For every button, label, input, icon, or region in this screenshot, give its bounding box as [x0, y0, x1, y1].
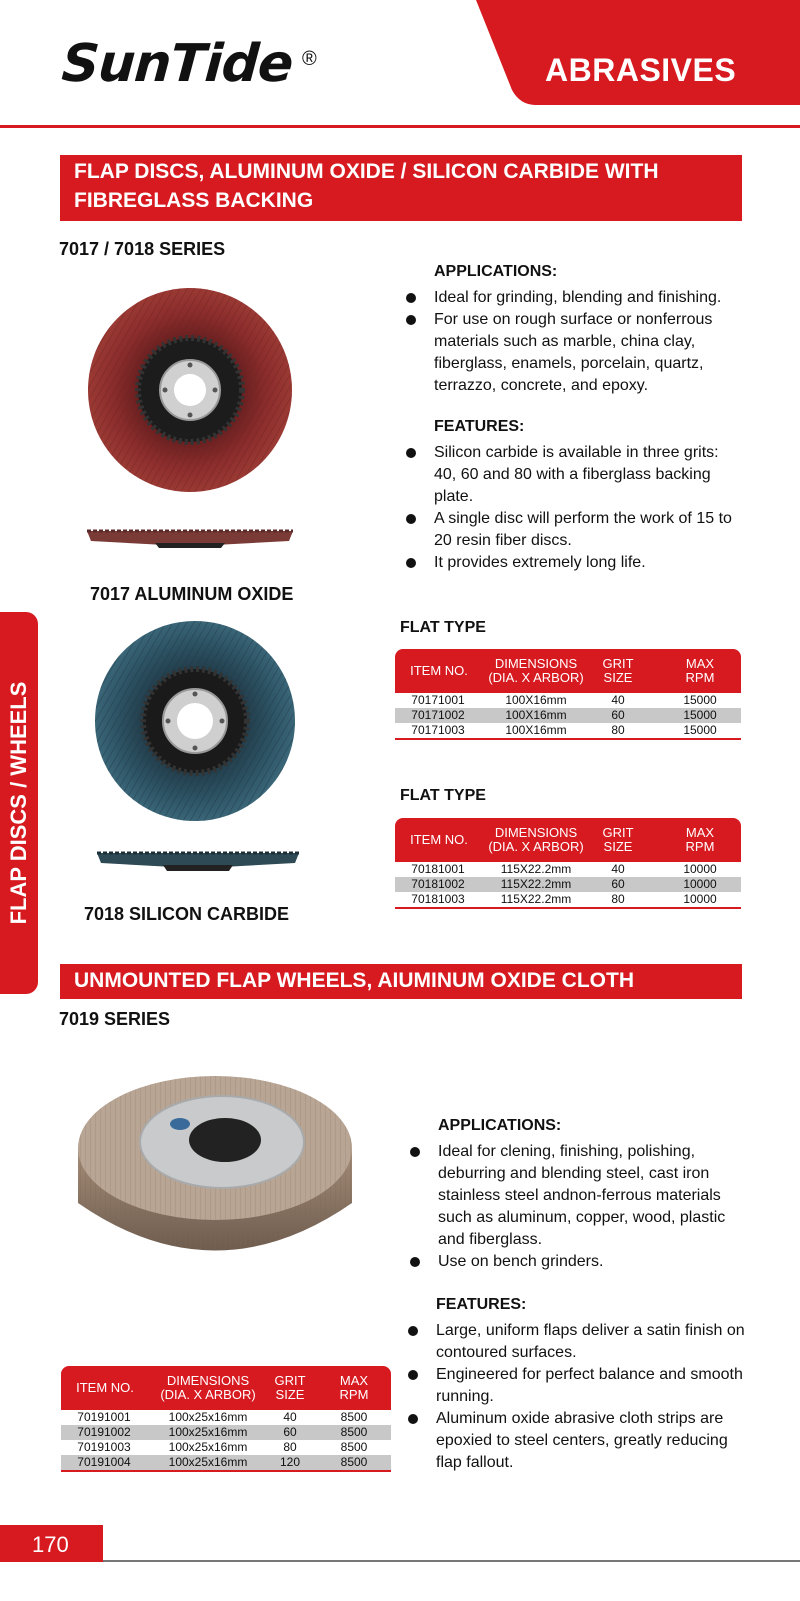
flap-disc-7018-image: [92, 618, 298, 824]
header-rpm: MAX RPM: [685, 656, 715, 685]
list-item: It provides extremely long life.: [404, 552, 744, 574]
table-row: 70171003 100X16mm 80 15000: [411, 723, 717, 737]
spec-table-7019: [61, 1366, 391, 1472]
flap-disc-7017-image: [85, 285, 295, 495]
header-dimensions: DIMENSIONS (DIA. X ARBOR): [160, 1373, 256, 1402]
list-item: Aluminum oxide abrasive cloth strips are epoxied to steel centers, greatly reducing flap fallout.: [406, 1408, 756, 1474]
header-item: ITEM NO.: [76, 1380, 134, 1395]
header-item: ITEM NO.: [410, 663, 468, 678]
section1-title-line2: FIBREGLASS BACKING: [74, 189, 314, 212]
registered-mark: ®: [302, 48, 317, 70]
list-item: Silicon carbide is available in three grits: 40, 60 and 80 with a fiberglass backing plate.: [404, 442, 744, 508]
section2-title-banner: UNMOUNTED FLAP WHEELS, AIUMINUM OXIDE CLOTH: [60, 964, 742, 999]
section1-applications-list: [404, 287, 754, 397]
flap-disc-7018-side-image: [95, 845, 301, 873]
section1-features-list: [404, 442, 744, 574]
table-row: 70191003 100x25x16mm 80 8500: [77, 1440, 368, 1454]
section1-features-heading: FEATURES:: [434, 418, 525, 435]
header-grit: GRIT SIZE: [274, 1373, 306, 1402]
table-row: 70181001 115X22.2mm 40 10000: [411, 862, 717, 876]
list-item: Large, uniform flaps deliver a satin finish on contoured surfaces.: [406, 1320, 756, 1364]
table-row: 70181002 115X22.2mm 60 10000: [395, 877, 741, 892]
brand-logo: SunTide: [59, 34, 295, 94]
flap-wheel-7019-image: [70, 1068, 360, 1278]
list-item: Use on bench grinders.: [408, 1251, 753, 1273]
header-rpm: MAX RPM: [685, 825, 715, 854]
header-dimensions: DIMENSIONS (DIA. X ARBOR): [488, 825, 584, 854]
table-row: 70171001 100X16mm 40 15000: [411, 693, 717, 707]
header-grit: GRIT SIZE: [602, 825, 634, 854]
section2-applications-heading: APPLICATIONS:: [438, 1117, 562, 1134]
header-rpm: MAX RPM: [339, 1373, 369, 1402]
table1-title: FLAT TYPE: [400, 619, 486, 636]
category-title: ABRASIVES: [545, 52, 737, 88]
flap-disc-7017-side-image: [85, 523, 295, 549]
list-item: A single disc will perform the work of 15 to 20 resin fiber discs.: [404, 508, 744, 552]
table-footer-rule: [395, 907, 741, 909]
table-row: 70191004 100x25x16mm 120 8500: [61, 1455, 391, 1470]
caption-7017: 7017 ALUMINUM OXIDE: [90, 584, 294, 604]
section1-applications-heading: APPLICATIONS:: [434, 263, 558, 280]
header-item: ITEM NO.: [410, 832, 468, 847]
table-row: 70181003 115X22.2mm 80 10000: [411, 892, 717, 906]
table2-title: FLAT TYPE: [400, 787, 486, 804]
table-footer-rule: [61, 1470, 391, 1472]
table-row: 70171002 100X16mm 60 15000: [395, 708, 741, 723]
section1-title-line1: FLAP DISCS, ALUMINUM OXIDE / SILICON CARBIDE WITH: [74, 160, 659, 183]
section2-applications-list: [408, 1141, 753, 1273]
section2-features-list: [406, 1320, 756, 1474]
side-category-label: FLAP DISCS / WHEELS: [6, 681, 31, 925]
page-number: 170: [32, 1532, 69, 1557]
caption-7018: 7018 SILICON CARBIDE: [84, 904, 290, 924]
header-dimensions: DIMENSIONS (DIA. X ARBOR): [488, 656, 584, 685]
footer-divider: [103, 1560, 800, 1562]
section1-series: 7017 / 7018 SERIES: [59, 239, 226, 259]
spec-table-7018: [395, 818, 741, 909]
table-header: [395, 649, 741, 693]
header-divider: [0, 125, 800, 128]
list-item: Ideal for grinding, blending and finishing.: [404, 287, 754, 309]
section1-title-banner: [60, 155, 742, 221]
section2-series: 7019 SERIES: [59, 1009, 171, 1029]
table-row: 70191002 100x25x16mm 60 8500: [61, 1425, 391, 1440]
table-header: [395, 818, 741, 862]
table-header: [61, 1366, 391, 1410]
spec-table-7017: [395, 649, 741, 740]
table-row: 70191001 100x25x16mm 40 8500: [77, 1410, 368, 1424]
list-item: For use on rough surface or nonferrous materials such as marble, china clay, fiberglass, enamels, porcelain, quartz, terrazzo, concrete, and epoxy.: [404, 309, 754, 397]
section2-features-heading: FEATURES:: [436, 1296, 527, 1313]
header-grit: GRIT SIZE: [602, 656, 634, 685]
list-item: Engineered for perfect balance and smooth running.: [406, 1364, 756, 1408]
table-footer-rule: [395, 738, 741, 740]
list-item: Ideal for clening, finishing, polishing, deburring and blending steel, cast iron stainless steel andnon-ferrous materials such as aluminum, copper, wood, plastic and fiberglass.: [408, 1141, 753, 1251]
